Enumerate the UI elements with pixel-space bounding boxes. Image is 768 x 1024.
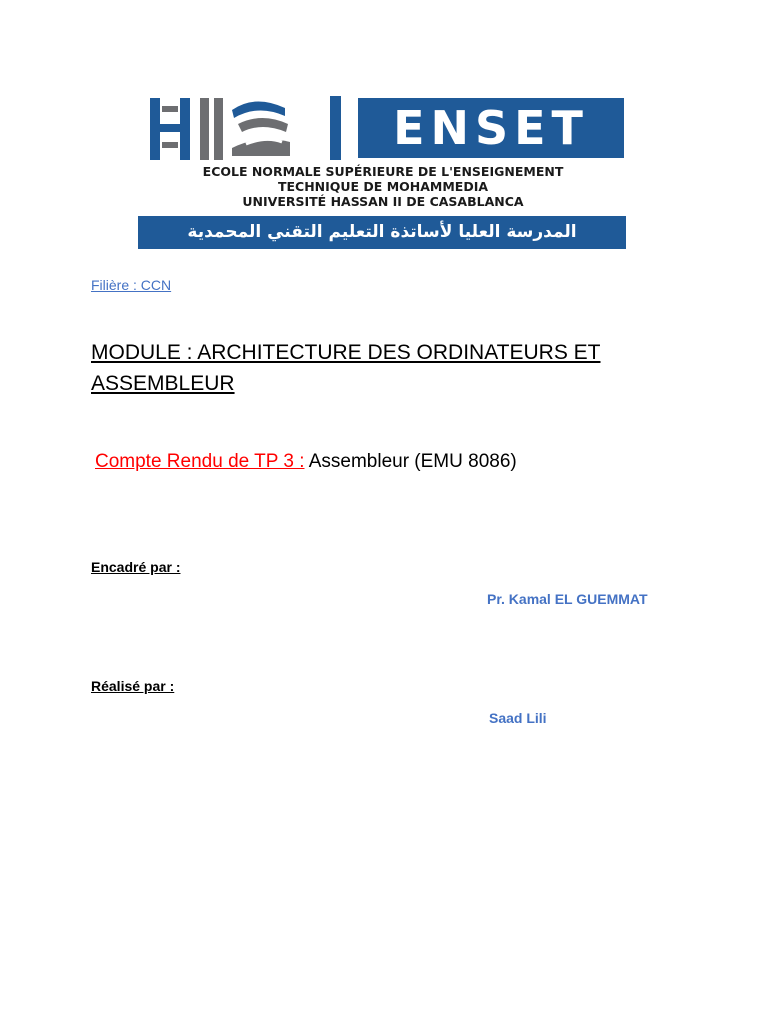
- module-title-line-2: ASSEMBLEUR: [91, 372, 235, 395]
- enset-logo: [138, 96, 628, 252]
- filiere-label: Filière : CCN: [91, 277, 172, 293]
- supervised-by-label: Encadré par :: [91, 559, 181, 575]
- logo-divider: [330, 96, 341, 160]
- module-title-line-1: MODULE : ARCHITECTURE DES ORDINATEURS ET: [91, 341, 601, 364]
- logo-arabic-banner: المدرسة العليا لأساتذة التعليم التقني المحمدية: [138, 216, 626, 249]
- logo-line-3: UNIVERSITÉ HASSAN II DE CASABLANCA: [242, 194, 524, 209]
- uh2c-emblem-icon: [150, 98, 300, 160]
- supervisor-name: Pr. Kamal EL GUEMMAT: [487, 591, 648, 607]
- module-title: [91, 337, 651, 399]
- author-name: Saad Lili: [489, 710, 547, 726]
- authored-by-label: Réalisé par :: [91, 678, 175, 694]
- logo-line-1: ECOLE NORMALE SUPÉRIEURE DE L'ENSEIGNEMENT: [202, 164, 564, 179]
- logo-line-2: TECHNIQUE DE MOHAMMEDIA: [277, 179, 489, 194]
- logo-banner: ENSET: [358, 98, 624, 158]
- report-subject: Assembleur (EMU 8086): [304, 451, 517, 472]
- report-label: Compte Rendu de TP 3 :: [95, 451, 305, 472]
- report-heading: [95, 451, 517, 473]
